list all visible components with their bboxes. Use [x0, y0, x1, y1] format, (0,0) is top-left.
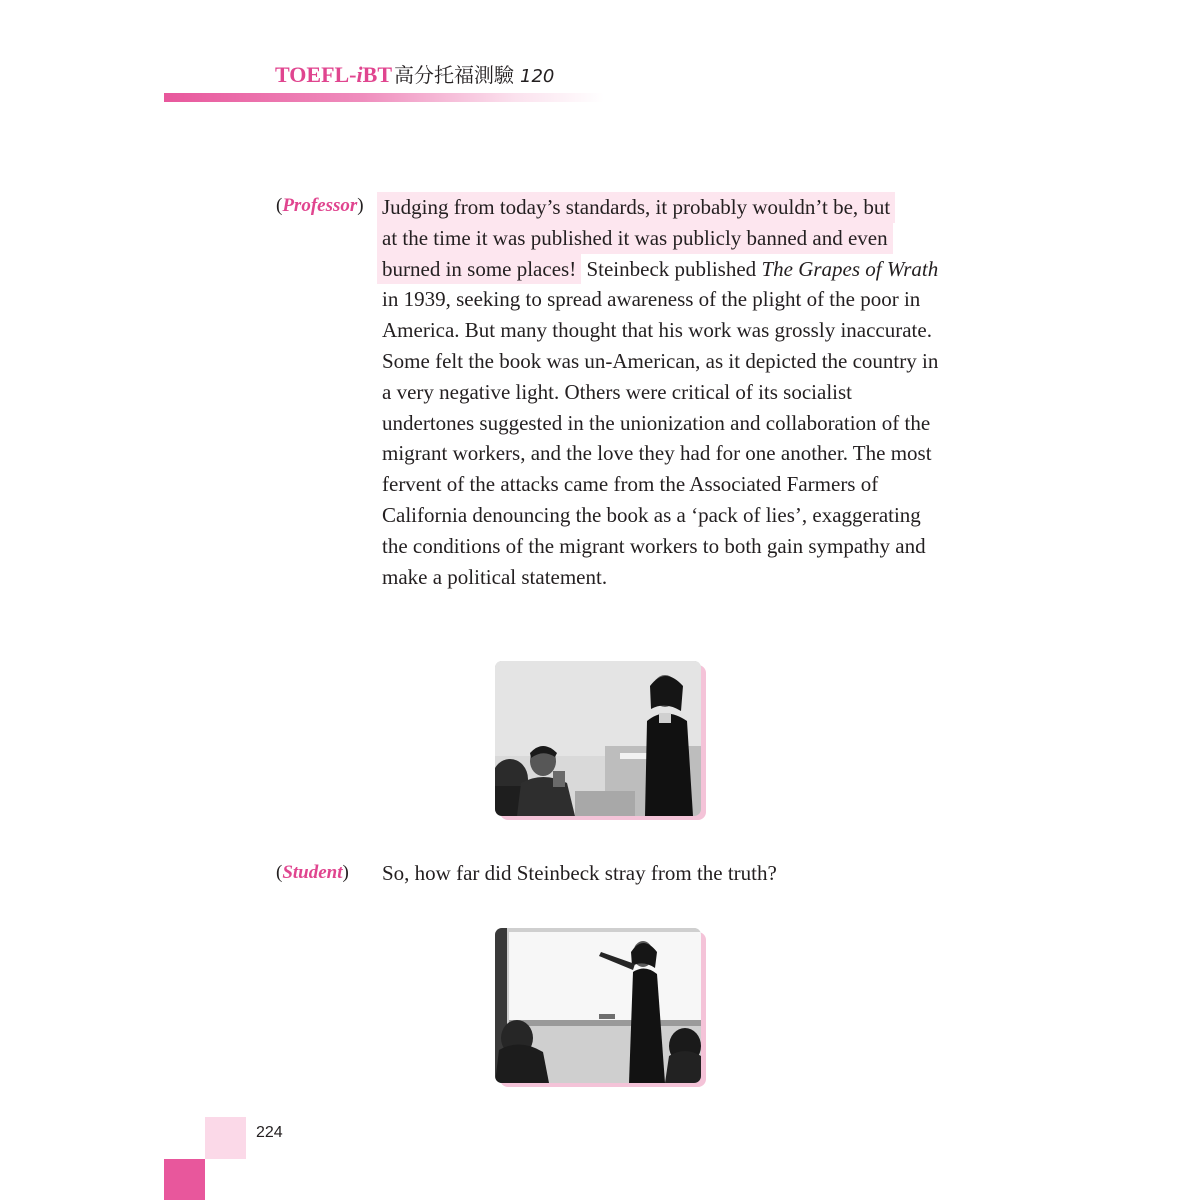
brand-title: TOEFL-iBT: [275, 62, 392, 87]
running-header: [275, 60, 554, 92]
speaker-label-professor: (Professor): [276, 195, 364, 216]
photo-image: [495, 661, 701, 816]
book-title-italic: The Grapes of Wrath: [761, 256, 939, 281]
photo-image: [495, 928, 701, 1083]
paragraph-text: So, how far did Steinbeck stray from the truth?: [382, 861, 777, 885]
highlighted-line: at the time it was published it was publicly banned and even: [377, 223, 893, 254]
page-corner-light-block: [205, 1117, 246, 1159]
header-gradient-bar: [164, 93, 604, 102]
whiteboard-lecture-photo: [495, 928, 701, 1083]
book-title-chinese: 高分托福測驗: [394, 63, 514, 87]
classroom-discussion-photo: [495, 661, 701, 816]
highlighted-line: burned in some places!: [377, 254, 581, 285]
paragraph-text: in 1939, seeking to spread awareness of the plight of the poor in America. But many thought that his work was grossly inaccurate. Some felt the book was un-American, as it depicted the country in a very negative light. Others were critical of its socialist undertones suggested in the unionization and collaboration of the migrant workers, and the love they had for one another. The most fervent of the attacks came from the Associated Farmers of California denouncing the book as a ‘pack of lies’, exaggerating the conditions of the migrant workers to both gain sympathy and make a political statement.: [382, 287, 939, 589]
speaker-label-student: (Student): [276, 862, 349, 883]
paragraph-text: Steinbeck published: [581, 256, 762, 281]
student-paragraph: [382, 858, 942, 889]
professor-paragraph: [382, 192, 942, 592]
highlighted-line: Judging from today’s standards, it probably wouldn’t be, but: [377, 192, 895, 223]
book-title-number: 120: [520, 66, 555, 87]
page-number: 224: [256, 1124, 283, 1141]
page-corner-dark-block: [164, 1159, 205, 1200]
